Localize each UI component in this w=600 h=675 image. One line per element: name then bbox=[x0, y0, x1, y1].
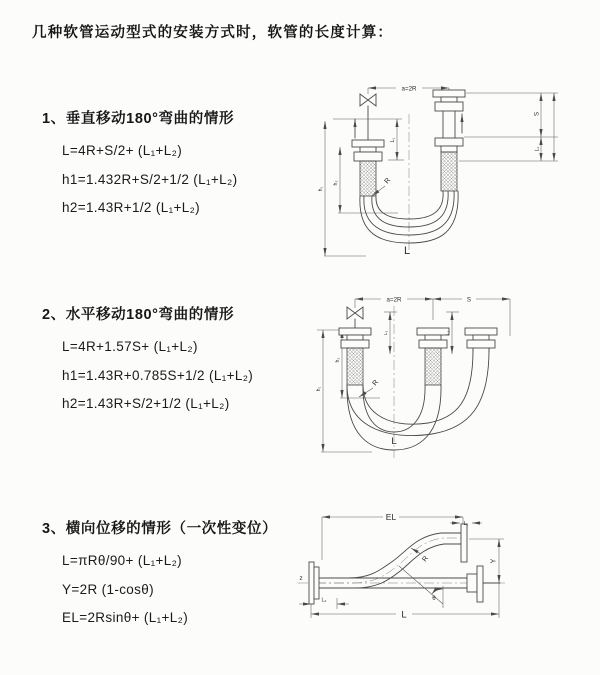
section-2 bbox=[42, 303, 253, 419]
d1-label-l1-right: L₁ bbox=[534, 146, 541, 152]
d3-label-y: Y bbox=[490, 558, 498, 564]
formula-line: h2=1.43R+1/2 (L₁+L₂) bbox=[62, 200, 201, 215]
d1-left-flange-fitting bbox=[352, 140, 384, 196]
d3-dimension-lines bbox=[299, 517, 504, 618]
d2-label-s: S bbox=[466, 296, 472, 304]
d1-left-braid bbox=[360, 161, 376, 196]
section-1 bbox=[42, 107, 237, 223]
formula-line: L=4R+1.57S+ (L₁+L₂) bbox=[62, 339, 198, 354]
d3-labels bbox=[299, 512, 497, 621]
d2-valve-icon bbox=[347, 307, 363, 328]
formula-line: L=πRθ/90+ (L₁+L₂) bbox=[62, 553, 183, 568]
d3-label-theta: θ bbox=[432, 595, 436, 602]
d1-label-s: S bbox=[533, 111, 541, 117]
diagram-horizontal-180-bend bbox=[303, 278, 600, 463]
d1-label-h2: h₂ bbox=[333, 180, 339, 186]
d3-right-stem bbox=[467, 574, 477, 592]
d1-right-flange-fittings bbox=[433, 90, 465, 191]
d3-radius-leader bbox=[411, 548, 421, 554]
d1-label-r: R bbox=[383, 176, 393, 186]
d2-label-l1-mid: L₁ bbox=[445, 330, 450, 336]
section-3-heading: 3、横向位移的情形（一次性变位） bbox=[42, 521, 278, 537]
section-2-heading: 2、水平移动180°弯曲的情形 bbox=[42, 307, 235, 323]
d1-label-l1-left: L₁ bbox=[390, 137, 396, 143]
formula-line: h1=1.432R+S/2+1/2 (L₁+L₂) bbox=[62, 171, 238, 187]
d1-movement-arrows bbox=[355, 114, 462, 138]
page-title: 几种软管运动型式的安装方式时，软管的长度计算： bbox=[32, 25, 394, 41]
d2-labels bbox=[316, 297, 471, 448]
d2-label-h2: h₂ bbox=[335, 357, 341, 363]
d3-raised-flange bbox=[461, 524, 467, 562]
d2-hose-curves bbox=[347, 350, 489, 450]
formula-line: L=4R+S/2+ (L₁+L₂) bbox=[62, 143, 183, 158]
formula-line: EL=2Rsinθ+ (L₁+L₂) bbox=[62, 610, 189, 625]
d3-right-flange bbox=[477, 566, 483, 602]
d2-label-span: a=2R bbox=[386, 296, 402, 304]
d1-label-h1: h₁ bbox=[318, 186, 324, 192]
d1-labels bbox=[318, 86, 541, 258]
d1-label-l: L bbox=[403, 245, 411, 257]
d2-left-flange-fitting bbox=[339, 328, 371, 385]
d3-angle-construction bbox=[399, 566, 443, 608]
d3-label-el: EL bbox=[385, 512, 397, 522]
d2-label-l1-left: L₁ bbox=[383, 330, 388, 336]
d3-left-flange bbox=[309, 562, 314, 604]
d1-label-span: a=2R bbox=[401, 85, 417, 93]
d2-middle-braid bbox=[425, 348, 441, 385]
d1-valve-icon bbox=[360, 94, 376, 140]
d2-radius-leader bbox=[359, 388, 373, 397]
diagram-lateral-displacement bbox=[295, 500, 600, 650]
formula-line: h2=1.43R+S/2+1/2 (L₁+L₂) bbox=[62, 396, 230, 411]
d2-label-h1: h₁ bbox=[316, 386, 322, 392]
d2-left-braid bbox=[347, 348, 363, 385]
section-3 bbox=[42, 517, 277, 633]
d3-left-flange-inner bbox=[314, 567, 319, 599]
d1-right-braid bbox=[441, 152, 457, 191]
d3-label-l1: L₁ bbox=[463, 521, 469, 527]
d2-dimension-lines bbox=[317, 296, 510, 452]
d3-label-r: R bbox=[421, 555, 431, 564]
d3-label-z: z bbox=[299, 575, 303, 582]
formula-line: h1=1.43R+0.785S+1/2 (L₁+L₂) bbox=[62, 367, 254, 383]
d2-label-r: R bbox=[371, 378, 381, 388]
d3-label-l2: L₂ bbox=[321, 597, 327, 604]
d2-right-flange-fitting bbox=[465, 328, 497, 352]
section-1-heading: 1、垂直移动180°弯曲的情形 bbox=[42, 111, 235, 127]
d2-label-l: L bbox=[391, 436, 397, 447]
d3-label-l: L bbox=[401, 609, 407, 621]
diagram-vertical-180-bend bbox=[300, 60, 600, 270]
d2-middle-flange-fitting bbox=[417, 328, 449, 385]
formula-line: Y=2R (1-cosθ) bbox=[62, 581, 154, 597]
